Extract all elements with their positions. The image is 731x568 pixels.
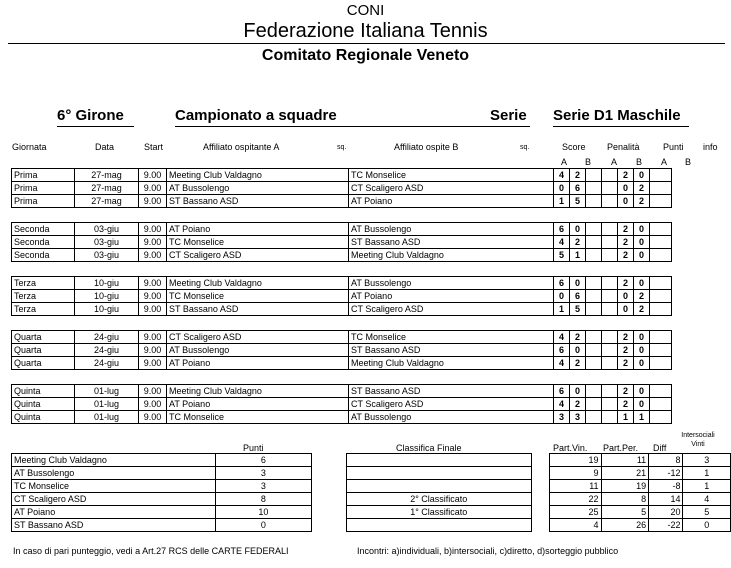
match-score-b: 6 [570,290,586,303]
footer-note: In caso di pari punteggio, vedi a Art.27 RCS delle CARTE FEDERALI [13,546,289,556]
match-points-b: 0 [634,344,650,357]
match-home-team: CT Scaligero ASD [167,331,349,344]
match-score-b: 5 [570,195,586,208]
match-score-b: 0 [570,344,586,357]
match-points-b: 0 [634,169,650,182]
standings-intersociali: 1 [683,467,731,480]
standings-classifica-header: Classifica Finale [396,443,462,453]
series-label: Serie [490,107,527,124]
match-points-a: 2 [618,223,634,236]
match-points-b: 2 [634,195,650,208]
match-date: 24-giu [75,357,139,370]
match-score-a: 1 [554,195,570,208]
match-away-team: ST Bassano ASD [349,344,554,357]
match-points-b: 0 [634,385,650,398]
match-home-team: TC Monselice [167,411,349,424]
round-table [11,330,672,370]
standings-row [12,506,731,519]
standings-points: 8 [215,493,312,506]
match-info [650,290,672,303]
match-home-team: AT Poiano [167,223,349,236]
standings-gap [312,493,347,506]
col-home: Affiliato ospitante A [203,142,280,152]
match-info [650,223,672,236]
match-home-team: Meeting Club Valdagno [167,385,349,398]
match-start: 9.00 [139,398,167,411]
match-giornata: Quarta [12,357,75,370]
match-start: 9.00 [139,357,167,370]
match-penalty-b [602,398,618,411]
col-score-a: A [561,157,568,167]
standings-team: ST Bassano ASD [12,519,216,532]
standings-team: CT Scaligero ASD [12,493,216,506]
match-giornata: Quarta [12,344,75,357]
match-penalty-a [586,344,602,357]
series-underline [553,126,689,127]
standings-diff: 20 [649,506,683,519]
match-date: 01-lug [75,398,139,411]
match-penalty-b [602,223,618,236]
standings-gap [312,454,347,467]
match-points-a: 2 [618,398,634,411]
match-row [12,169,672,182]
col-away: Affiliato ospite B [394,142,459,152]
match-start: 9.00 [139,249,167,262]
standings-part-per: 8 [601,493,649,506]
match-score-b: 0 [570,385,586,398]
col-penalita: Penalità [607,142,640,152]
match-start: 9.00 [139,236,167,249]
match-points-a: 0 [618,182,634,195]
match-penalty-b [602,249,618,262]
match-giornata: Seconda [12,223,75,236]
col-punti-b: B [685,157,692,167]
match-giornata: Quinta [12,398,75,411]
match-away-team: ST Bassano ASD [349,385,554,398]
match-giornata: Quarta [12,331,75,344]
match-penalty-a [586,169,602,182]
standings-team: TC Monselice [12,480,216,493]
match-points-a: 2 [618,385,634,398]
match-giornata: Terza [12,277,75,290]
match-start: 9.00 [139,277,167,290]
match-row [12,331,672,344]
standings-classification [346,480,531,493]
match-score-a: 3 [554,411,570,424]
standings-diff: -12 [649,467,683,480]
col-pen-a: A [611,157,618,167]
round-table [11,384,672,424]
match-start: 9.00 [139,344,167,357]
standings-team: Meeting Club Valdagno [12,454,216,467]
match-info [650,398,672,411]
standings-points: 10 [215,506,312,519]
match-score-a: 0 [554,290,570,303]
match-score-b: 3 [570,411,586,424]
match-away-team: AT Bussolengo [349,223,554,236]
match-home-team: AT Bussolengo [167,182,349,195]
match-home-team: TC Monselice [167,236,349,249]
match-points-a: 2 [618,357,634,370]
match-away-team: AT Bussolengo [349,277,554,290]
match-start: 9.00 [139,303,167,316]
match-points-b: 0 [634,357,650,370]
match-score-b: 0 [570,277,586,290]
match-score-a: 4 [554,169,570,182]
match-info [650,249,672,262]
match-penalty-a [586,331,602,344]
match-penalty-a [586,249,602,262]
standings-diff: 8 [649,454,683,467]
match-home-team: AT Bussolengo [167,344,349,357]
standings-part-per: 26 [601,519,649,532]
match-score-a: 6 [554,344,570,357]
header-divider [8,43,725,44]
match-score-a: 6 [554,277,570,290]
championship-title: Campionato a squadre [175,107,337,124]
match-date: 03-giu [75,236,139,249]
standings-table [11,453,731,532]
standings-classification [346,467,531,480]
match-home-team: AT Poiano [167,398,349,411]
match-row [12,398,672,411]
match-date: 27-mag [75,195,139,208]
match-row [12,249,672,262]
match-score-a: 1 [554,303,570,316]
match-home-team: ST Bassano ASD [167,195,349,208]
match-home-team: Meeting Club Valdagno [167,277,349,290]
col-giornata: Giornata [12,142,47,152]
match-home-team: TC Monselice [167,290,349,303]
round-table [11,222,672,262]
match-penalty-b [602,277,618,290]
match-score-b: 2 [570,398,586,411]
standings-row [12,519,731,532]
match-row [12,236,672,249]
match-points-a: 2 [618,277,634,290]
match-giornata: Quinta [12,411,75,424]
match-row [12,277,672,290]
col-sq-home: sq. [337,144,347,151]
match-penalty-b [602,169,618,182]
standings-part-vin: 25 [550,506,601,519]
match-away-team: Meeting Club Valdagno [349,249,554,262]
org-name: CONI [346,2,385,19]
match-penalty-a [586,357,602,370]
match-start: 9.00 [139,331,167,344]
match-giornata: Seconda [12,249,75,262]
match-away-team: ST Bassano ASD [349,236,554,249]
match-score-a: 4 [554,357,570,370]
standings-intersociali: 4 [683,493,731,506]
col-score-b: B [585,157,592,167]
standings-part-vin: 4 [550,519,601,532]
match-score-a: 4 [554,398,570,411]
match-row [12,385,672,398]
match-date: 03-giu [75,249,139,262]
match-date: 27-mag [75,169,139,182]
match-penalty-a [586,182,602,195]
match-penalty-b [602,182,618,195]
standings-row [12,454,731,467]
match-start: 9.00 [139,385,167,398]
match-penalty-a [586,303,602,316]
match-points-a: 2 [618,344,634,357]
match-penalty-b [602,411,618,424]
federation-name: Federazione Italiana Tennis [243,20,488,42]
match-start: 9.00 [139,290,167,303]
standings-points: 3 [215,480,312,493]
standings-gap [531,454,549,467]
match-points-b: 0 [634,398,650,411]
match-start: 9.00 [139,223,167,236]
col-sq-away: sq. [520,144,530,151]
standings-punti-header: Punti [243,443,264,453]
standings-row [12,480,731,493]
match-away-team: CT Scaligero ASD [349,303,554,316]
match-date: 01-lug [75,411,139,424]
round-table [11,168,672,208]
standings-classification [346,454,531,467]
match-info [650,169,672,182]
match-points-b: 1 [634,411,650,424]
standings-partper-header: Part.Per. [603,443,639,453]
match-points-b: 2 [634,303,650,316]
standings-classification: 2° Classificato [346,493,531,506]
match-row [12,411,672,424]
match-start: 9.00 [139,411,167,424]
match-points-a: 0 [618,303,634,316]
match-penalty-b [602,331,618,344]
match-info [650,277,672,290]
col-pen-b: B [636,157,643,167]
match-score-b: 2 [570,236,586,249]
match-penalty-a [586,385,602,398]
match-points-a: 2 [618,236,634,249]
col-info: info [703,142,718,152]
match-info [650,411,672,424]
match-score-a: 6 [554,385,570,398]
match-penalty-a [586,223,602,236]
match-points-b: 0 [634,331,650,344]
match-penalty-b [602,385,618,398]
match-row [12,195,672,208]
match-penalty-b [602,236,618,249]
match-home-team: CT Scaligero ASD [167,249,349,262]
match-info [650,331,672,344]
match-penalty-b [602,290,618,303]
match-away-team: AT Poiano [349,195,554,208]
match-away-team: CT Scaligero ASD [349,182,554,195]
standings-row [12,467,731,480]
match-start: 9.00 [139,195,167,208]
standings-points: 3 [215,467,312,480]
standings-intersociali: 3 [683,454,731,467]
match-date: 24-giu [75,331,139,344]
match-penalty-b [602,303,618,316]
match-penalty-b [602,357,618,370]
match-penalty-a [586,411,602,424]
match-giornata: Prima [12,182,75,195]
standings-diff: -22 [649,519,683,532]
standings-gap [312,467,347,480]
match-away-team: TC Monselice [349,169,554,182]
championship-underline [175,126,530,127]
match-penalty-b [602,195,618,208]
match-points-a: 2 [618,249,634,262]
group-underline [57,126,134,127]
match-row [12,344,672,357]
match-info [650,385,672,398]
series-value: Serie D1 Maschile [553,107,681,124]
match-info [650,182,672,195]
match-info [650,236,672,249]
match-giornata: Seconda [12,236,75,249]
match-penalty-a [586,195,602,208]
standings-gap [531,519,549,532]
match-date: 03-giu [75,223,139,236]
match-row [12,223,672,236]
standings-points: 0 [215,519,312,532]
match-date: 10-giu [75,290,139,303]
standings-gap [312,506,347,519]
match-score-b: 0 [570,223,586,236]
match-points-b: 0 [634,223,650,236]
standings-part-per: 5 [601,506,649,519]
group-title: 6° Girone [57,107,124,124]
standings-intersociali-header: Intersociali Vinti [681,432,715,448]
match-start: 9.00 [139,169,167,182]
match-home-team: ST Bassano ASD [167,303,349,316]
match-points-a: 1 [618,411,634,424]
match-away-team: AT Poiano [349,290,554,303]
col-data: Data [95,142,115,152]
match-score-b: 1 [570,249,586,262]
standings-part-per: 21 [601,467,649,480]
match-date: 10-giu [75,277,139,290]
match-penalty-b [602,344,618,357]
col-punti-a: A [661,157,668,167]
match-points-a: 2 [618,331,634,344]
match-row [12,290,672,303]
standings-gap [531,467,549,480]
standings-intersociali: 0 [683,519,731,532]
match-info [650,357,672,370]
match-date: 24-giu [75,344,139,357]
match-info [650,195,672,208]
standings-gap [531,480,549,493]
standings-gap [531,506,549,519]
match-away-team: CT Scaligero ASD [349,398,554,411]
match-score-a: 4 [554,331,570,344]
standings-part-vin: 9 [550,467,601,480]
match-points-b: 2 [634,290,650,303]
match-penalty-a [586,236,602,249]
match-home-team: Meeting Club Valdagno [167,169,349,182]
match-penalty-a [586,398,602,411]
standings-partvin-header: Part.Vin. [553,443,588,453]
col-start: Start [144,142,164,152]
match-giornata: Terza [12,303,75,316]
standings-diff: -8 [649,480,683,493]
standings-gap [312,519,347,532]
standings-row [12,493,731,506]
footer-legend: Incontri: a)individuali, b)intersociali, c)diretto, d)sorteggio pubblico [357,546,619,556]
round-table [11,276,672,316]
match-start: 9.00 [139,182,167,195]
standings-points: 6 [215,454,312,467]
standings-part-vin: 11 [550,480,601,493]
match-points-b: 0 [634,277,650,290]
match-score-b: 2 [570,357,586,370]
match-points-b: 0 [634,249,650,262]
standings-classification: 1° Classificato [346,506,531,519]
standings-gap [312,480,347,493]
match-score-b: 6 [570,182,586,195]
match-giornata: Prima [12,195,75,208]
match-points-b: 0 [634,236,650,249]
match-info [650,344,672,357]
match-date: 27-mag [75,182,139,195]
match-date: 01-lug [75,385,139,398]
match-away-team: Meeting Club Valdagno [349,357,554,370]
match-giornata: Prima [12,169,75,182]
match-score-a: 5 [554,249,570,262]
standings-diff: 14 [649,493,683,506]
match-score-a: 6 [554,223,570,236]
standings-part-per: 11 [601,454,649,467]
match-points-a: 2 [618,169,634,182]
match-giornata: Quinta [12,385,75,398]
standings-part-vin: 19 [550,454,601,467]
match-away-team: TC Monselice [349,331,554,344]
match-score-b: 2 [570,169,586,182]
standings-diff-header: Diff [653,443,667,453]
match-info [650,303,672,316]
match-away-team: AT Bussolengo [349,411,554,424]
match-score-a: 0 [554,182,570,195]
match-giornata: Terza [12,290,75,303]
standings-classification [346,519,531,532]
standings-intersociali: 5 [683,506,731,519]
match-date: 10-giu [75,303,139,316]
standings-team: AT Poiano [12,506,216,519]
standings-team: AT Bussolengo [12,467,216,480]
match-row [12,303,672,316]
match-home-team: AT Poiano [167,357,349,370]
standings-part-vin: 22 [550,493,601,506]
match-points-b: 2 [634,182,650,195]
match-points-a: 0 [618,290,634,303]
match-points-a: 0 [618,195,634,208]
standings-gap [531,493,549,506]
col-punti: Punti [663,142,684,152]
col-score: Score [562,142,586,152]
match-row [12,182,672,195]
standings-intersociali: 1 [683,480,731,493]
committee-name: Comitato Regionale Veneto [261,47,470,64]
match-score-b: 2 [570,331,586,344]
match-score-a: 4 [554,236,570,249]
standings-part-per: 19 [601,480,649,493]
match-penalty-a [586,277,602,290]
match-penalty-a [586,290,602,303]
match-row [12,357,672,370]
match-score-b: 5 [570,303,586,316]
